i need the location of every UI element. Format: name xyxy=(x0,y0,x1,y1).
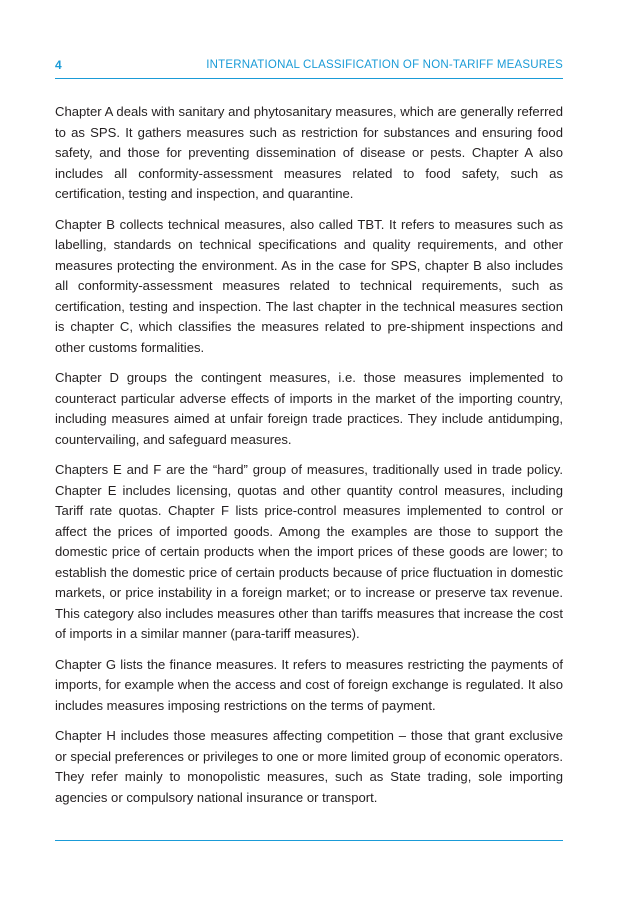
paragraph-chapters-e-f: Chapters E and F are the “hard” group of measures, traditionally used in trade policy. Chapter E includes licensing, quotas and other quantity control measures, including Tariff rate quotas. Chapter F lists price-control measures implemented to control or affect the prices of imported goods. Among the examples are those to support the domestic price of certain products when the import prices of these goods are lower; to establish the domestic price of certain products because of price fluctuation in domestic markets, or price instability in a foreign market; or to increase or preserve tax revenue. This category also includes measures other than tariffs measures that increase the cost of imports in a similar manner (para-tariff measures). xyxy=(55,462,563,641)
paragraph-chapter-h: Chapter H includes those measures affecting competition – those that grant exclusive or special preferences or privileges to one or more limited group of economic operators. They refer mainly to monopolistic measures, such as State trading, sole importing agencies or compulsory national insurance or transport. xyxy=(55,728,563,805)
page-header xyxy=(55,56,563,79)
paragraph-chapter-g: Chapter G lists the finance measures. It refers to measures restricting the payments of imports, for example when the access and cost of foreign exchange is regulated. It also includes measures imposing restrictions on the terms of payment. xyxy=(55,656,563,713)
page-number: 4 xyxy=(55,58,62,72)
paragraph-chapter-b: Chapter B collects technical measures, also called TBT. It refers to measures such as labelling, standards on technical specifications and quality requirements, and other measures protecting the environment. As in the case for SPS, chapter B also includes all conformity-assessment measures related to technical requirements, such as certification, testing and inspection. The last chapter in the technical measures section is chapter C, which classifies the measures related to pre-shipment inspections and other customs formalities. xyxy=(55,216,563,355)
footer-divider xyxy=(55,840,563,841)
paragraph-chapter-a: Chapter A deals with sanitary and phytosanitary measures, which are generally referred to as SPS. It gathers measures such as restriction for substances and ensuring food safety, and those for preventing dissemination of disease or pests. Chapter A also includes all conformity-assessment measures related to food safety, such as certification, testing and inspection, and quarantine. xyxy=(55,104,563,201)
paragraph-chapter-d: Chapter D groups the contingent measures, i.e. those measures implemented to counteract particular adverse effects of imports in the market of the importing country, including measures aimed at unfair foreign trade practices. They include antidumping, countervailing, and safeguard measures. xyxy=(55,370,563,447)
body-text xyxy=(55,102,563,818)
running-title: INTERNATIONAL CLASSIFICATION OF NON-TARIFF MEASURES xyxy=(206,59,563,71)
